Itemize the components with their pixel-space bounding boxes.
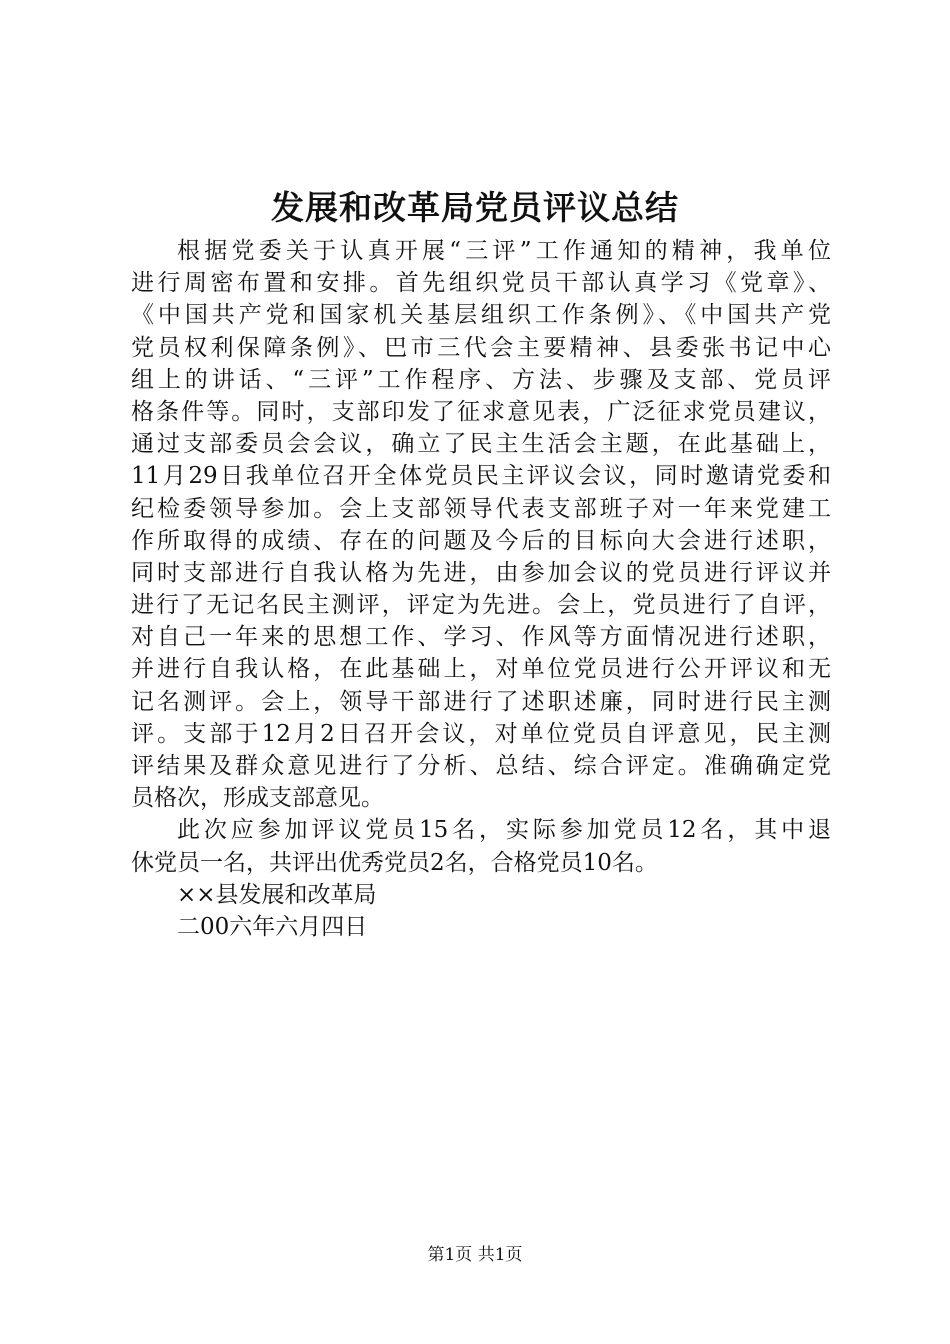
paragraph-line: 评。支部于12月2日召开会议，对单位党员自评意见，民主测 xyxy=(131,720,831,747)
paragraph-line: 根据党委关于认真开展“三评”工作通知的精神，我单位 xyxy=(177,238,831,264)
paragraph-line: 作所取得的成绩、存在的问题及今后的目标向大会进行述职， xyxy=(131,527,831,554)
paragraph-line: 评结果及群众意见进行了分析、总结、综合评定。准确确定党 xyxy=(131,753,831,779)
paragraph-1 xyxy=(131,235,831,814)
paragraph-line: 党员权利保障条例》、巴市三代会主要精神、县委张书记中心 xyxy=(131,334,831,361)
page-footer: 第1页 共1页 xyxy=(427,1245,523,1265)
paragraph-line: 组上的讲话、“三评”工作程序、方法、步骤及支部、党员评 xyxy=(131,366,831,393)
paragraph-2 xyxy=(131,814,831,878)
signature-date: 二00六年六月四日 xyxy=(177,913,368,940)
paragraph-line: 11月29日我单位召开全体党员民主评议会议，同时邀请党委和 xyxy=(131,463,831,490)
paragraph-line: 纪检委领导参加。会上支部领导代表支部班子对一年来党建工 xyxy=(131,495,831,522)
paragraph-line: 通过支部委员会会议，确立了民主生活会主题，在此基础上， xyxy=(131,431,831,458)
paragraph-line: 员格次，形成支部意见。 xyxy=(131,785,384,812)
paragraph-line: 进行了无记名民主测评，评定为先进。会上，党员进行了自评， xyxy=(131,592,831,619)
paragraph-line: 记名测评。会上，领导干部进行了述职述廉，同时进行民主测 xyxy=(131,688,831,715)
signature-organization: ××县发展和改革局 xyxy=(177,881,377,908)
paragraph-line: 并进行自我认格，在此基础上，对单位党员进行公开评议和无 xyxy=(131,656,831,683)
paragraph-line: 《中国共产党和国家机关基层组织工作条例》、《中国共产党 xyxy=(131,302,831,329)
paragraph-line: 进行周密布置和安排。首先组织党员干部认真学习《党章》、 xyxy=(131,270,831,297)
paragraph-line: 同时支部进行自我认格为先进，由参加会议的党员进行评议并 xyxy=(131,559,831,586)
paragraph-line: 格条件等。同时，支部印发了征求意见表，广泛征求党员建议， xyxy=(131,398,831,425)
document-title: 发展和改革局党员评议总结 xyxy=(271,188,679,227)
paragraph-line: 对自己一年来的思想工作、学习、作风等方面情况进行述职， xyxy=(131,624,831,651)
paragraph-line: 此次应参加评议党员15名，实际参加党员12名，其中退 xyxy=(177,817,831,844)
paragraph-line: 休党员一名，共评出优秀党员2名，合格党员10名。 xyxy=(131,849,658,876)
document-body xyxy=(131,235,831,943)
